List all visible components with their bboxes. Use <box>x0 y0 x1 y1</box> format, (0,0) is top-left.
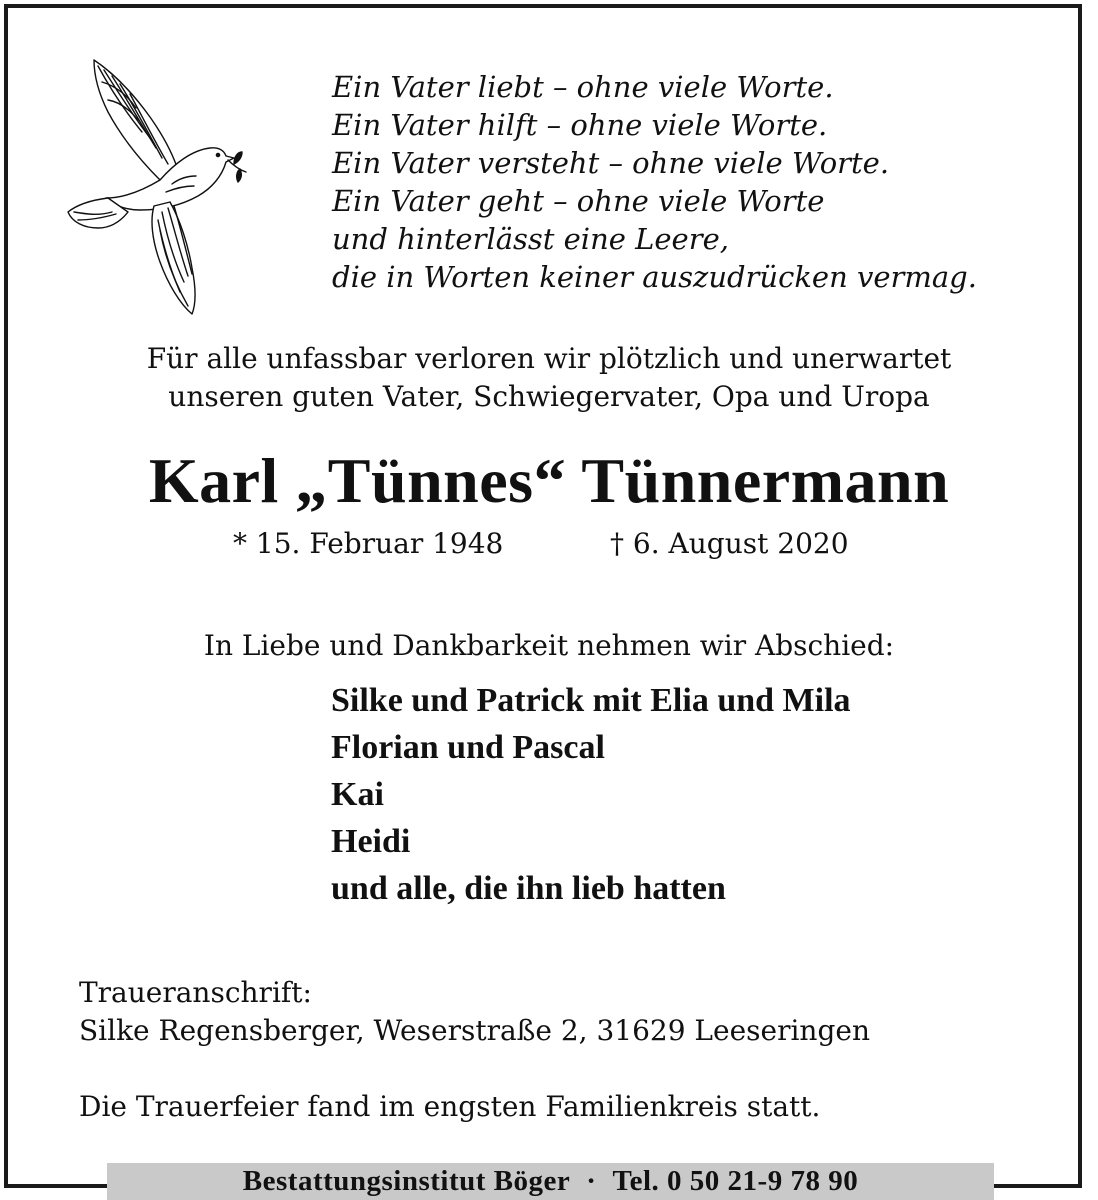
mourner: und alle, die ihn lieb hatten <box>331 870 726 907</box>
footer-separator: · <box>586 1165 597 1197</box>
poem-line: und hinterlässt eine Leere, <box>332 222 729 256</box>
poem-line: Ein Vater geht – ohne viele Worte <box>332 184 825 218</box>
mourners-list <box>331 677 851 912</box>
mourner: Florian und Pascal <box>331 729 605 766</box>
address-label: Traueranschrift: <box>79 976 312 1009</box>
intro-line-1: Für alle unfassbar verloren wir plötzlich und unerwartet <box>146 342 952 375</box>
poem-line: die in Worten keiner auszudrücken vermag. <box>332 260 977 294</box>
birth-date: * 15. Februar 1948 <box>233 527 504 560</box>
poem-line: Ein Vater liebt – ohne viele Worte. <box>332 70 834 104</box>
intro-line-2: unseren guten Vater, Schwiegervater, Opa und Uropa <box>168 380 930 413</box>
farewell-line: In Liebe und Dankbarkeit nehmen wir Abschied: <box>203 629 895 662</box>
death-date: † 6. August 2020 <box>610 527 849 560</box>
dove-icon <box>62 52 247 317</box>
undertaker-name: Bestattungsinstitut Böger <box>242 1165 571 1197</box>
poem-line: Ein Vater hilft – ohne viele Worte. <box>332 108 828 142</box>
ceremony-note: Die Trauerfeier fand im engsten Familienkreis statt. <box>79 1090 821 1123</box>
undertaker-footer <box>107 1163 994 1200</box>
undertaker-phone: Tel. 0 50 21-9 78 90 <box>612 1165 859 1197</box>
mourner: Silke und Patrick mit Elia und Mila <box>331 682 851 719</box>
deceased-name: Karl „Tünnes“ Tünnermann <box>148 445 950 516</box>
mourner: Kai <box>331 776 384 813</box>
poem <box>332 68 977 296</box>
mourner: Heidi <box>331 823 411 860</box>
poem-line: Ein Vater versteht – ohne viele Worte. <box>332 146 890 180</box>
mourning-address: Silke Regensberger, Weserstraße 2, 31629 Leeseringen <box>79 1014 870 1047</box>
